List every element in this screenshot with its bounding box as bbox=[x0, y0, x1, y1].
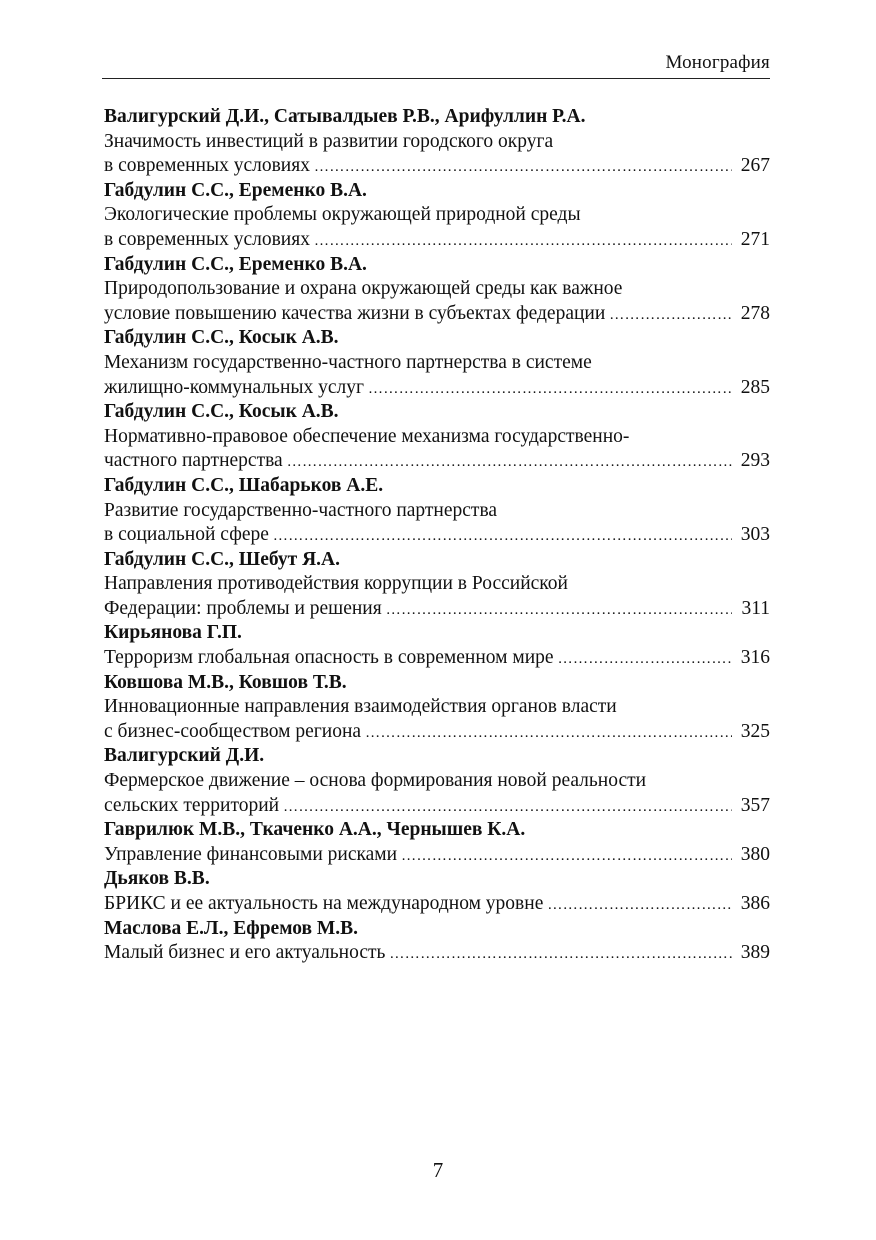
entry-last-line bbox=[104, 449, 770, 474]
entry-title-end: с бизнес-сообществом региона bbox=[104, 720, 362, 742]
entry-authors: Габдулин С.С., Еременко В.А. bbox=[104, 253, 367, 275]
entry-title-line: Механизм государственно-частного партнерства в системе bbox=[104, 351, 592, 373]
toc-entry[interactable] bbox=[104, 105, 770, 179]
dot-leader bbox=[314, 229, 732, 254]
entry-title-end: в современных условиях bbox=[104, 228, 310, 250]
toc-entry[interactable] bbox=[104, 253, 770, 327]
entry-title-end: жилищно-коммунальных услуг bbox=[104, 376, 364, 398]
toc-entry[interactable] bbox=[104, 548, 770, 622]
toc-entry[interactable] bbox=[104, 818, 770, 867]
entry-title-end: Малый бизнес и его актуальность bbox=[104, 942, 386, 964]
entry-last-line bbox=[104, 376, 770, 401]
entry-title-line: Экологические проблемы окружающей природной среды bbox=[104, 204, 581, 226]
entry-authors: Дьяков В.В. bbox=[104, 868, 210, 890]
entry-title-end: условие повышению качества жизни в субъектах федерации bbox=[104, 302, 606, 324]
entry-authors: Габдулин С.С., Косык А.В. bbox=[104, 327, 339, 349]
entry-last-line bbox=[104, 794, 770, 819]
dot-leader bbox=[273, 524, 732, 549]
entry-authors: Габдулин С.С., Косык А.В. bbox=[104, 401, 339, 423]
entry-title-line: Развитие государственно-частного партнерства bbox=[104, 499, 498, 521]
entry-title-end: в социальной сфере bbox=[104, 524, 269, 546]
toc-entry[interactable] bbox=[104, 179, 770, 253]
dot-leader bbox=[558, 647, 732, 672]
toc-entry[interactable] bbox=[104, 744, 770, 818]
entry-page-number: 325 bbox=[740, 720, 770, 742]
entry-title-end: частного партнерства bbox=[104, 450, 283, 472]
entry-page-number: 311 bbox=[741, 597, 770, 619]
toc-entry[interactable] bbox=[104, 867, 770, 916]
entry-title-line: Инновационные направления взаимодействия органов власти bbox=[104, 696, 617, 718]
entry-page-number: 380 bbox=[740, 843, 770, 865]
table-of-contents bbox=[104, 105, 770, 966]
entry-authors: Валигурский Д.И. bbox=[104, 745, 265, 767]
header-title: Монография bbox=[665, 52, 770, 73]
entry-title-end: Управление финансовыми рисками bbox=[104, 843, 398, 865]
entry-title-line: Направления противодействия коррупции в Российской bbox=[104, 573, 568, 595]
dot-leader bbox=[283, 795, 732, 820]
entry-title-end: в современных условиях bbox=[104, 155, 310, 177]
entry-last-line bbox=[104, 597, 770, 622]
entry-last-line bbox=[104, 154, 770, 179]
entry-page-number: 285 bbox=[740, 376, 770, 398]
toc-entry[interactable] bbox=[104, 917, 770, 966]
entry-page-number: 293 bbox=[740, 450, 770, 472]
entry-page-number: 389 bbox=[740, 942, 770, 964]
entry-last-line bbox=[104, 720, 770, 745]
entry-title-line: Значимость инвестиций в развитии городского округа bbox=[104, 130, 554, 152]
entry-last-line bbox=[104, 646, 770, 671]
entry-page-number: 316 bbox=[740, 647, 770, 669]
dot-leader bbox=[314, 155, 732, 180]
entry-title-end: Терроризм глобальная опасность в современном мире bbox=[104, 647, 554, 669]
entry-last-line bbox=[104, 523, 770, 548]
page-number: 7 bbox=[432, 1158, 444, 1182]
entry-page-number: 357 bbox=[740, 794, 770, 816]
toc-entry[interactable] bbox=[104, 621, 770, 670]
entry-authors: Габдулин С.С., Шебут Я.А. bbox=[104, 548, 340, 570]
entry-title-end: БРИКС и ее актуальность на международном уровне bbox=[104, 893, 544, 914]
entry-last-line bbox=[104, 941, 770, 966]
entry-title-end: Федерации: проблемы и решения bbox=[104, 597, 382, 619]
entry-title-end: сельских территорий bbox=[104, 794, 280, 816]
dot-leader bbox=[547, 893, 732, 918]
dot-leader bbox=[389, 942, 732, 967]
toc-entry[interactable] bbox=[104, 326, 770, 400]
entry-last-line bbox=[104, 843, 770, 868]
entry-page-number: 386 bbox=[740, 893, 770, 914]
toc-entry[interactable] bbox=[104, 671, 770, 745]
dot-leader bbox=[401, 844, 732, 869]
dot-leader bbox=[386, 598, 732, 623]
entry-page-number: 271 bbox=[740, 228, 770, 250]
entry-last-line bbox=[104, 228, 770, 253]
entry-last-line bbox=[104, 302, 770, 327]
dot-leader bbox=[609, 303, 732, 328]
running-header bbox=[102, 50, 770, 79]
entry-authors: Кирьянова Г.П. bbox=[104, 622, 242, 644]
entry-title-line: Фермерское движение – основа формирования новой реальности bbox=[104, 770, 647, 792]
toc-entry[interactable] bbox=[104, 400, 770, 474]
dot-leader bbox=[368, 377, 732, 402]
entry-last-line bbox=[104, 892, 770, 917]
entry-page-number: 267 bbox=[740, 155, 770, 177]
entry-authors: Гаврилюк М.В., Ткаченко А.А., Чернышев К.А. bbox=[104, 819, 526, 841]
entry-title-line: Нормативно-правовое обеспечение механизма государственно- bbox=[104, 425, 630, 447]
entry-authors: Ковшова М.В., Ковшов Т.В. bbox=[104, 671, 347, 693]
entry-authors: Габдулин С.С., Шабарьков А.Е. bbox=[104, 474, 384, 496]
entry-authors: Маслова Е.Л., Ефремов М.В. bbox=[104, 917, 359, 939]
entry-authors: Валигурский Д.И., Сатывалдыев Р.В., Арифуллин Р.А. bbox=[104, 106, 586, 127]
entry-page-number: 303 bbox=[740, 524, 770, 546]
entry-title-line: Природопользование и охрана окружающей среды как важное bbox=[104, 278, 623, 300]
entry-page-number: 278 bbox=[740, 302, 770, 324]
toc-entry[interactable] bbox=[104, 474, 770, 548]
entry-authors: Габдулин С.С., Еременко В.А. bbox=[104, 179, 367, 201]
dot-leader bbox=[287, 450, 732, 475]
dot-leader bbox=[365, 721, 732, 746]
